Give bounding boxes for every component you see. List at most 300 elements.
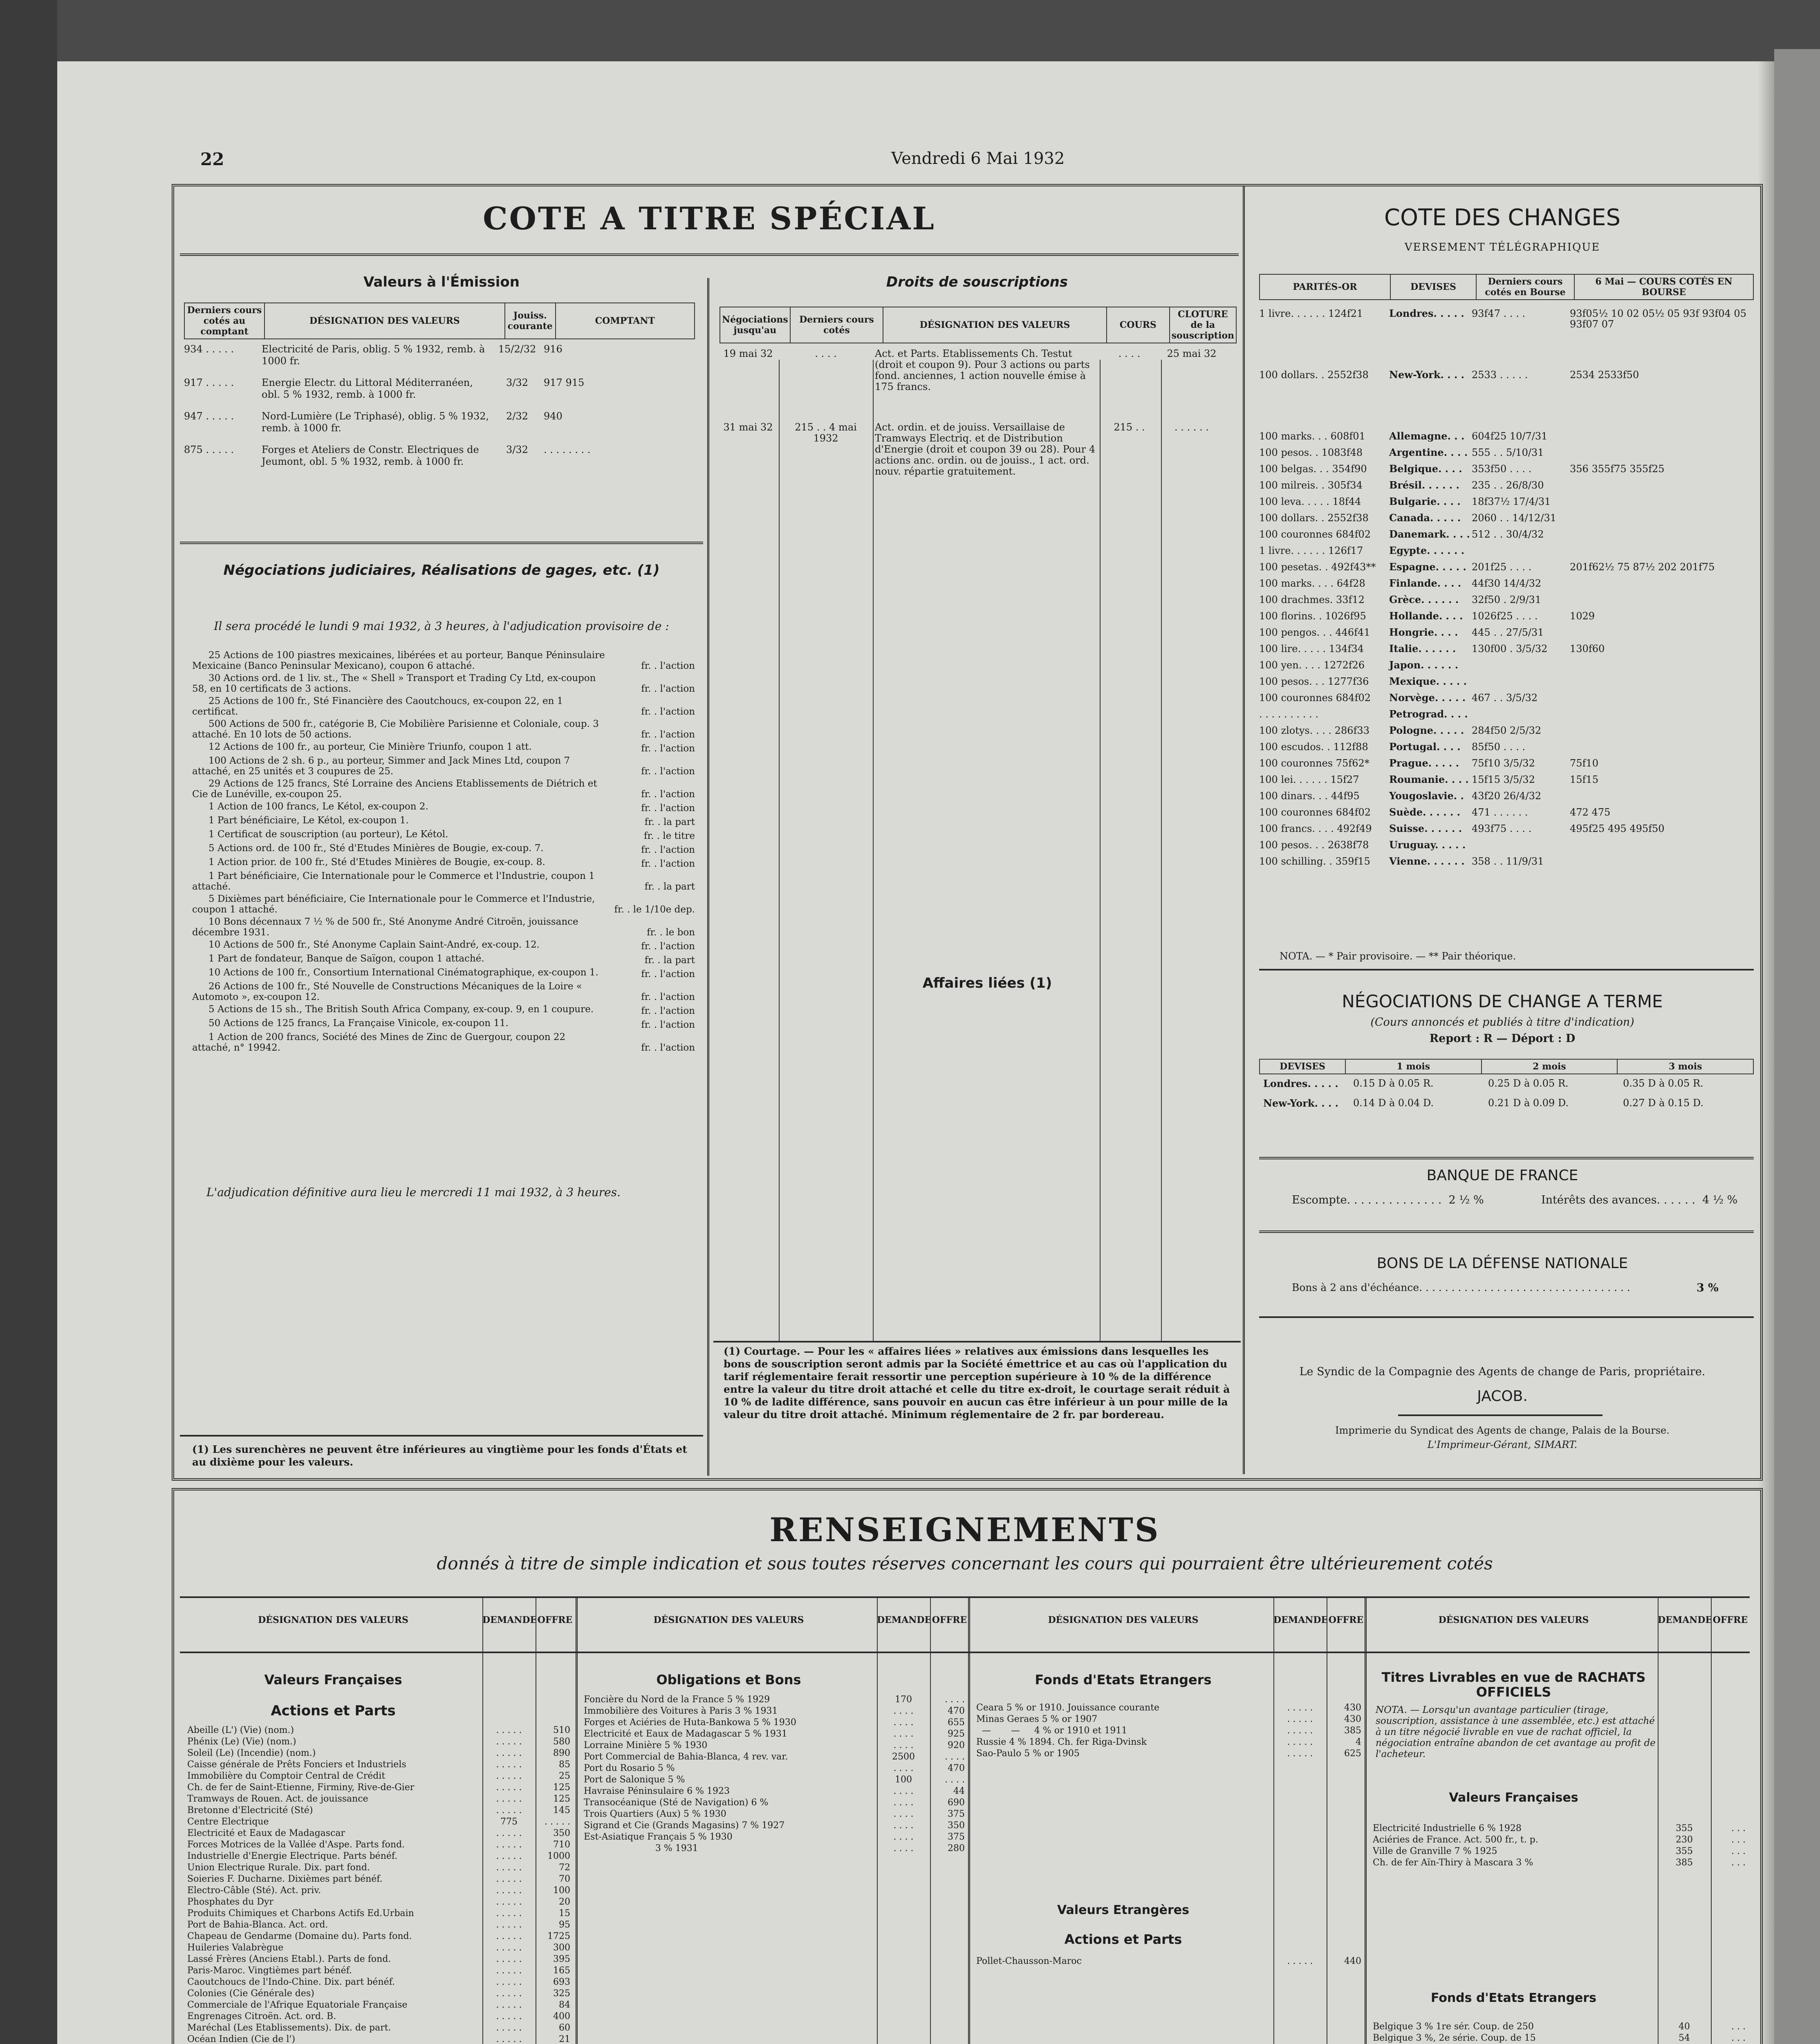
- changes-cell: 100 lire. . . . . 134f34: [1259, 643, 1364, 654]
- rens-row-offre: 920: [948, 1740, 965, 1750]
- terme-header-2mois: 2 mois: [1482, 1059, 1618, 1074]
- rens-row-demande: . . . . .: [1287, 1703, 1313, 1713]
- changes-row: [1259, 840, 1754, 856]
- droits-cell: 215 . .: [1114, 421, 1145, 433]
- rens-row-offre: 580: [553, 1737, 570, 1747]
- changes-cell: 100 couronnes 684f02: [1259, 807, 1371, 818]
- rens-col-divider: [968, 1598, 970, 2044]
- negociation-price: fr. . l'action: [641, 941, 695, 952]
- changes-rule: [1259, 969, 1754, 970]
- imprint-name: JACOB.: [1477, 1388, 1528, 1405]
- rens-row-desc: Commerciale de l'Afrique Equatoriale Française: [187, 2000, 408, 2010]
- negociation-desc: 25 Actions de 100 piastres mexicaines, libérées et au porteur, Banque Péninsulaire Mexicaine (Banco Peninsular Mexicano), coupon 6 attaché.: [192, 650, 605, 671]
- rens-row-desc: Est-Asiatique Français 5 % 1930: [584, 1832, 733, 1842]
- negociation-price: fr. . l'action: [641, 1042, 695, 1053]
- rens-row-desc: Phénix (Le) (Vie) (nom.): [187, 1737, 296, 1747]
- rens-row-desc: Havraise Péninsulaire 6 % 1923: [584, 1786, 730, 1796]
- changes-cell: Prague. . . . .: [1389, 757, 1459, 769]
- negociation-price: fr. . l'action: [641, 969, 695, 979]
- changes-cell: 100 drachmes. 33f12: [1259, 594, 1365, 605]
- negociation-desc: 1 Part de fondateur, Banque de Saïgon, coupon 1 attaché.: [208, 953, 484, 964]
- rens-row-offre: 21: [559, 2034, 570, 2044]
- negociation-item: [192, 815, 695, 827]
- changes-row: [1259, 856, 1754, 872]
- changes-row: [1259, 742, 1754, 758]
- rens-row-demande: . . . . .: [1287, 1748, 1313, 1759]
- emission-cell: 917 . . . . .: [184, 377, 234, 388]
- rens-header-demande: DEMANDE: [1273, 1615, 1328, 1625]
- rens-row-desc: Immobilière du Comptoir Central de Crédit: [187, 1771, 386, 1781]
- rens-row-desc: Centre Electrique: [187, 1817, 269, 1827]
- rens-row-desc: Port Commercial de Bahia-Blanca, 4 rev. var.: [584, 1752, 788, 1762]
- droits-cell: 25 mai 32: [1167, 348, 1217, 359]
- rens-row-offre: . . . .: [945, 1752, 965, 1762]
- terme-header-devises: DEVISES: [1260, 1059, 1345, 1074]
- negociation-item: [192, 673, 695, 694]
- changes-cell: 43f20 26/4/32: [1472, 790, 1542, 802]
- rens-row-desc: Caisse générale de Prêts Fonciers et Industriels: [187, 1759, 406, 1770]
- droits-cell: 19 mai 32: [723, 348, 773, 359]
- rens-row-offre: . . .: [1731, 1858, 1746, 1868]
- rens-header-offre: OFFRE: [1328, 1615, 1364, 1625]
- emission-cell: Electricité de Paris, oblig. 5 % 1932, remb. à 1000 fr.: [262, 343, 485, 367]
- changes-cell: Suède. . . . . .: [1389, 806, 1461, 818]
- droits-col-line-1: [779, 360, 780, 1341]
- changes-cell: Vienne. . . . . .: [1389, 855, 1465, 867]
- emission-header-cours: Derniers cours cotés au comptant: [184, 303, 264, 339]
- changes-row: [1259, 807, 1754, 823]
- rens-row-desc: Port de Salonique 5 %: [584, 1775, 685, 1785]
- droits-col-line-2: [873, 360, 874, 1341]
- rens-row-offre: 25: [559, 1771, 570, 1781]
- rens-row-demande: . . . . .: [496, 1748, 522, 1758]
- changes-cell: Hollande. . . .: [1389, 610, 1463, 622]
- rens-row-demande: . . . . .: [496, 1782, 522, 1793]
- bons-rule: [1259, 1230, 1754, 1233]
- emission-heading: Valeurs à l'Émission: [363, 274, 520, 290]
- changes-cell: Yougoslavie. .: [1389, 790, 1464, 802]
- rens-row-offre: 1725: [547, 1931, 570, 1941]
- changes-row: [1259, 562, 1754, 578]
- changes-cell: 284f50 2/5/32: [1472, 725, 1542, 736]
- rens-col-divider: [1365, 1598, 1367, 2044]
- terme-cell: 0.15 D à 0.05 R.: [1353, 1078, 1434, 1089]
- rens-row-desc: Ville de Granville 7 % 1925: [1373, 1846, 1497, 1856]
- rens-row-offre: . . .: [1731, 1835, 1746, 1845]
- droits-header-designation: DÉSIGNATION DES VALEURS: [883, 307, 1107, 343]
- changes-cell: 353f50 . . . .: [1472, 463, 1532, 475]
- changes-cell: Pologne. . . . .: [1389, 724, 1464, 736]
- changes-row: [1259, 791, 1754, 807]
- negociation-price: fr. . l'action: [641, 789, 695, 800]
- droits-row: [719, 343, 1237, 417]
- negociation-item: [192, 939, 695, 952]
- negociation-desc: 10 Actions de 100 fr., Consortium International Cinématographique, ex-coupon 1.: [208, 967, 598, 978]
- rens-header-offre: OFFRE: [932, 1615, 967, 1625]
- rens-row-desc: Soieries F. Ducharne. Dixièmes part bénéf.: [187, 1874, 383, 1884]
- droits-footnote: (1) Courtage. — Pour les « affaires liées » relatives aux émissions dans lesquelles les bons de souscription seront admis par la Société émettrice et au cas où l'application du tarif réglementaire ferait ressortir une perception supérieure à 10 % de la différence entre la valeur du titre droit attaché et celle du titre ex-droit, le courtage serait réduit à 10 % de ladite différence, sans pouvoir en aucun cas être inférieur à un pour mille de la valeur du titre droit attaché. Minimum réglementaire de 2 fr. par bordereau.: [724, 1345, 1230, 1421]
- rens-row-offre: 95: [559, 1920, 570, 1930]
- changes-cell: 100 pesos. . . 1277f36: [1259, 676, 1369, 687]
- negociations-footnote: (1) Les surenchères ne peuvent être inférieures au vingtième pour les fonds d'États et au dixième pour les valeurs.: [192, 1443, 687, 1468]
- rens-row-demande: . . . . .: [496, 1885, 522, 1896]
- rens-col-line: [1658, 1598, 1659, 2044]
- changes-cell: Canada. . . . .: [1389, 512, 1461, 524]
- changes-cell: 235 . . 26/8/30: [1472, 480, 1544, 491]
- negociation-price: fr. . l'action: [641, 1020, 695, 1030]
- imprint-rule: [1398, 1414, 1603, 1416]
- rens-row-demande: . . . . .: [496, 1794, 522, 1804]
- rens-row-offre: . . . .: [945, 1775, 965, 1785]
- rens-row-demande: . . . .: [893, 1843, 914, 1853]
- negociation-desc: 500 Actions de 500 fr., catégorie B, Cie Mobilière Parisienne et Coloniale, coup. 3 attaché. En 10 lots de 50 actions.: [192, 719, 599, 740]
- rens-row-demande: . . . . .: [496, 1966, 522, 1976]
- changes-cell: 356 355f75 355f25: [1570, 463, 1665, 475]
- rens-row-demande: . . . .: [893, 1820, 914, 1831]
- page-date: Vendredi 6 Mai 1932: [891, 149, 1065, 168]
- negociations-intro: Il sera procédé le lundi 9 mai 1932, à 3 heures, à l'adjudication provisoire de :: [214, 619, 669, 633]
- negociation-item: [192, 1032, 695, 1053]
- changes-cell: Londres. . . . .: [1389, 307, 1464, 319]
- negociation-desc: 5 Actions de 15 sh., The British South Africa Company, ex-coup. 9, en 1 coupure.: [208, 1004, 594, 1015]
- changes-cell: 100 lei. . . . . . 15f27: [1259, 774, 1359, 785]
- bons-line: Bons à 2 ans d'échéance. . . . . . . . . . . . . . . . . . . . . . . . . . . . . . . . .: [1292, 1282, 1630, 1293]
- rens-row-desc: Engrenages Citroën. Act. ord. B.: [187, 2011, 336, 2022]
- terme-subtitle: (Cours annoncés et publiés à titre d'indication): [1370, 1016, 1634, 1029]
- changes-row: [1259, 578, 1754, 594]
- rens-row-offre: 375: [948, 1809, 965, 1819]
- rens-row-demande: . . . .: [893, 1729, 914, 1739]
- terme-cell: New-York. . . .: [1263, 1097, 1339, 1109]
- changes-row: [1259, 529, 1754, 545]
- changes-cell: Egypte. . . . . .: [1389, 545, 1465, 556]
- rens-row-offre: 4: [1356, 1737, 1361, 1747]
- changes-cell: 100 schilling. . 359f15: [1259, 856, 1370, 867]
- changes-cell: 604f25 10/7/31: [1472, 430, 1548, 442]
- emission-table: [184, 303, 695, 473]
- changes-cell: Portugal. . . .: [1389, 741, 1461, 753]
- negociation-price: fr. . le bon: [647, 927, 695, 938]
- negociation-item: [192, 894, 695, 915]
- rens-row-offre: 710: [553, 1840, 570, 1850]
- changes-cell: 100 dinars. . . 44f95: [1259, 790, 1360, 802]
- negociation-item: [192, 953, 695, 966]
- terme-cell: 0.27 D à 0.15 D.: [1623, 1097, 1703, 1109]
- scan-left-edge: [0, 0, 57, 2044]
- rens-col1-heading: Valeurs Françaises: [264, 1672, 402, 1688]
- emission-rows: [184, 339, 695, 473]
- emission-row: [184, 440, 695, 473]
- rens-row-offre: 655: [948, 1717, 965, 1728]
- title-rule: [180, 253, 1239, 256]
- changes-cell: Allemagne. . .: [1389, 430, 1465, 442]
- rens-row-desc: Trois Quartiers (Aux) 5 % 1930: [584, 1809, 726, 1819]
- changes-cell: Mexique. . . . .: [1389, 675, 1467, 687]
- negociation-desc: 1 Action prior. de 100 fr., Sté d'Etudes Minières de Bougie, ex-coup. 8.: [208, 857, 545, 867]
- bons-rate: 3 %: [1697, 1282, 1719, 1294]
- rens-row-offre: 625: [1344, 1748, 1361, 1759]
- droits-cell: Act. et Parts. Etablissements Ch. Testut (droit et coupon 9). Pour 3 actions ou parts fond. anciennes, 1 action nouvelle émise à 175 francs.: [875, 348, 1090, 392]
- negociation-item: [192, 829, 695, 841]
- rens-row-offre: . . .: [1731, 1846, 1746, 1856]
- rens-col-line: [1273, 1598, 1274, 2044]
- rens-row-offre: 20: [559, 1897, 570, 1907]
- emission-cell: 15/2/32: [498, 343, 536, 355]
- negociation-item: [192, 967, 695, 979]
- bons-title: BONS DE LA DÉFENSE NATIONALE: [1376, 1255, 1628, 1272]
- negociation-desc: 10 Bons décennaux 7 ½ % de 500 fr., Sté Anonyme André Citroën, jouissance décembre 1931.: [192, 917, 578, 938]
- changes-cell: 2060 . . 14/12/31: [1472, 512, 1557, 524]
- changes-cell: Hongrie. . . .: [1389, 626, 1458, 638]
- rens-row-demande: . . . . .: [496, 1943, 522, 1953]
- changes-cell: 75f10 3/5/32: [1472, 758, 1535, 769]
- changes-cell: 100 leva. . . . . 18f44: [1259, 496, 1361, 507]
- negociation-price: fr. . la part: [644, 881, 695, 892]
- rens-header-designation: DÉSIGNATION DES VALEURS: [653, 1615, 804, 1625]
- changes-row: [1259, 370, 1754, 431]
- rens-row-demande: . . . . .: [1287, 1726, 1313, 1736]
- changes-rows: [1259, 308, 1754, 872]
- negociation-item: [192, 917, 695, 938]
- negociation-price: fr. . l'action: [641, 766, 695, 777]
- rens-row-demande: . . . . .: [496, 2023, 522, 2033]
- banque-interets: Intérêts des avances. . . . . . 4 ½ %: [1541, 1194, 1738, 1206]
- rens-row-demande: . . . . .: [496, 1988, 522, 1999]
- negociation-desc: 1 Part bénéficiaire, Le Kétol, ex-coupon 1.: [208, 815, 409, 826]
- changes-cell: Suisse. . . . . .: [1389, 823, 1462, 834]
- rens-row-desc: Abeille (L') (Vie) (nom.): [187, 1725, 294, 1735]
- rens-row-offre: 300: [553, 1943, 570, 1953]
- rens-row-demande: . . . . .: [496, 1874, 522, 1884]
- rens-row-demande: . . . . .: [496, 1954, 522, 1964]
- droits-footnote-rule: [713, 1341, 1241, 1342]
- changes-cell: 100 pesos. . 1083f48: [1259, 447, 1363, 458]
- rens-header-designation: DÉSIGNATION DES VALEURS: [258, 1615, 408, 1625]
- rens-row-desc: Colonies (Cie Générale des): [187, 1988, 314, 1999]
- droits-col-line-4: [1161, 360, 1162, 1341]
- imprint-gerant: L'Imprimeur-Gérant, SIMART.: [1427, 1439, 1578, 1450]
- droits-header-cours: COURS: [1107, 307, 1170, 343]
- affaires-liees: Affaires liées (1): [922, 975, 1052, 991]
- changes-row: [1259, 447, 1754, 464]
- negociation-desc: 29 Actions de 125 francs, Sté Lorraine des Anciens Etablissements de Diétrich et Cie de Lunéville, ex-coupon 25.: [192, 778, 597, 800]
- terme-cell: Londres. . . . .: [1263, 1078, 1338, 1089]
- rens-col4-heading3: Fonds d'Etats Etrangers: [1430, 1991, 1597, 2005]
- changes-row: [1259, 480, 1754, 496]
- rens-row-demande: 100: [895, 1775, 912, 1785]
- changes-row: [1259, 594, 1754, 611]
- droits-header-derniers: Derniers cours cotés: [790, 307, 883, 343]
- rens-header-designation: DÉSIGNATION DES VALEURS: [1048, 1615, 1199, 1625]
- changes-cell: 100 zlotys. . . . 286f33: [1259, 725, 1369, 736]
- rens-col3-heading2: Valeurs Etrangères: [1057, 1903, 1189, 1917]
- rens-row-desc: Electricité Industrielle 6 % 1928: [1373, 1823, 1522, 1833]
- changes-cell: Japon. . . . . .: [1389, 659, 1459, 671]
- rens-head-bottom: [180, 1652, 1750, 1653]
- changes-nota: NOTA. — * Pair provisoire. — ** Pair théorique.: [1280, 950, 1516, 962]
- changes-cell: Brésil. . . . . .: [1389, 479, 1459, 491]
- changes-cell: 1 livre. . . . . . 126f17: [1259, 545, 1363, 556]
- changes-row: [1259, 627, 1754, 643]
- rens-row-desc: Paris-Maroc. Vingtièmes part bénéf.: [187, 1966, 352, 1976]
- neg-rule-top: [180, 542, 703, 544]
- rens-row-offre: 85: [559, 1759, 570, 1770]
- changes-row: [1259, 709, 1754, 725]
- rens-row-demande: 40: [1679, 2022, 1690, 2032]
- rens-row-desc: Transocéanique (Sté de Navigation) 6 %: [584, 1797, 769, 1808]
- changes-row: [1259, 545, 1754, 562]
- droits-cell: Act. ordin. et de jouiss. Versaillaise de Tramways Electriq. et de Distribution d'Energie (droit et coupon 39 ou 28). Pour 4 actions anc. ordin. ou de jouiss., 1 act. ord. nouv. répartie gratuitement.: [875, 421, 1096, 477]
- emission-cell: . . . . . . . .: [544, 444, 591, 455]
- emission-cell: Energie Electr. du Littoral Méditerranéen, obl. 5 % 1932, remb. à 1000 fr.: [262, 377, 473, 400]
- rens-row-offre: 925: [948, 1729, 965, 1739]
- rens-row-demande: . . . . .: [496, 1908, 522, 1918]
- droits-header-cloture: CLOTURE de la souscription: [1170, 307, 1236, 343]
- emission-cell: 940: [544, 410, 563, 422]
- rens-row-offre: 890: [553, 1748, 570, 1758]
- negociation-item: [192, 1018, 695, 1030]
- rens-row-offre: 70: [559, 1874, 570, 1884]
- rens-row-offre: 350: [948, 1820, 965, 1831]
- rens-row-demande: 385: [1676, 1858, 1693, 1868]
- negociation-item: [192, 1004, 695, 1016]
- negociation-desc: 50 Actions de 125 francs, La Française Vinicole, ex-coupon 11.: [208, 1018, 509, 1029]
- negociations-heading: Négociations judiciaires, Réalisations de gages, etc. (1): [223, 562, 660, 578]
- imprint-syndic: Le Syndic de la Compagnie des Agents de change de Paris, propriétaire.: [1299, 1365, 1706, 1378]
- changes-cell: 1 livre. . . . . . 124f21: [1259, 308, 1363, 319]
- rens-row-demande: . . . . .: [496, 1897, 522, 1907]
- negociation-desc: 30 Actions ord. de 1 liv. st., The « Shell » Transport et Trading Cy Ltd, ex-coupon 58, en 10 certificats de 3 actions.: [192, 673, 596, 694]
- changes-row: [1259, 725, 1754, 742]
- changes-cell: 100 pesos. . . 2638f78: [1259, 839, 1369, 851]
- changes-header-cours: 6 Mai — COURS COTÉS EN BOURSE: [1574, 274, 1753, 300]
- droits-cell: . . . .: [815, 348, 837, 359]
- rens-row-desc: Bretonne d'Electricité (Sté): [187, 1805, 313, 1815]
- rens-row-offre: 125: [553, 1794, 570, 1804]
- rens-row-demande: 355: [1676, 1823, 1693, 1833]
- changes-cell: 100 marks. . . . 64f28: [1259, 578, 1365, 589]
- rens-header-demande: DEMANDE: [1658, 1615, 1712, 1625]
- rens-row-demande: 54: [1679, 2033, 1690, 2043]
- rens-row-desc: Belgique 3 %, 2e série. Coup. de 15: [1373, 2033, 1536, 2043]
- emission-cell: 934 . . . . .: [184, 343, 234, 355]
- rens-row-offre: 84: [559, 2000, 570, 2010]
- negociation-item: [192, 778, 695, 800]
- rens-row-desc: Huileries Valabrègue: [187, 1943, 284, 1953]
- bons-rule-bottom: [1259, 1316, 1754, 1318]
- emission-cell: 3/32: [506, 444, 528, 455]
- rens-row-demande: . . . . .: [496, 1759, 522, 1770]
- rens-row-demande: . . . . .: [496, 1805, 522, 1815]
- rens-row-desc: Union Electrique Rurale. Dix. part fond.: [187, 1862, 370, 1873]
- changes-cell: 100 belgas. . . 354f90: [1259, 463, 1367, 475]
- negociation-price: fr. . l'action: [641, 1006, 695, 1016]
- rens-row-desc: Phosphates du Dyr: [187, 1897, 273, 1907]
- changes-cell: 100 marks. . . 608f01: [1259, 430, 1365, 442]
- changes-cell: Danemark. . . .: [1389, 528, 1470, 540]
- terme-cell: 0.21 D à 0.09 D.: [1488, 1097, 1569, 1109]
- rens-header-designation: DÉSIGNATION DES VALEURS: [1438, 1615, 1589, 1625]
- emission-cell: 917 915: [544, 377, 585, 388]
- changes-row: [1259, 660, 1754, 676]
- rens-row-demande: 775: [500, 1817, 518, 1827]
- changes-cell: 445 . . 27/5/31: [1472, 627, 1544, 638]
- rens-col-line: [1711, 1598, 1712, 2044]
- rens-row-desc: Port de Bahia-Blanca. Act. ord.: [187, 1920, 328, 1930]
- negociation-item: [192, 843, 695, 855]
- changes-cell: 32f50 . 2/9/31: [1472, 594, 1542, 605]
- rens-row-offre: 690: [948, 1797, 965, 1808]
- changes-subtitle: VERSEMENT TÉLÉGRAPHIQUE: [1404, 241, 1600, 253]
- negociation-item: [192, 755, 695, 777]
- banque-rule: [1259, 1157, 1754, 1159]
- negociation-desc: 10 Actions de 500 fr., Sté Anonyme Caplain Saint-André, ex-coup. 12.: [208, 939, 540, 950]
- rens-row-offre: 1000: [547, 1851, 570, 1861]
- droits-table: [719, 307, 1237, 491]
- rens-row-desc: Electricité et Eaux de Madagascar: [187, 1828, 345, 1838]
- changes-cell: 512 . . 30/4/32: [1472, 529, 1544, 540]
- changes-cell: 100 couronnes 75f62*: [1259, 758, 1369, 769]
- negociations-list: [192, 650, 695, 1055]
- rens-header-demande: DEMANDE: [877, 1615, 932, 1625]
- emission-cell: 916: [544, 343, 563, 355]
- negociation-price: fr. . la part: [644, 817, 695, 827]
- negociation-desc: 1 Action de 200 francs, Société des Mines de Zinc de Guergour, coupon 22 attaché, n° 19942.: [192, 1032, 566, 1053]
- rens-header-offre: OFFRE: [537, 1615, 573, 1625]
- rens-row-desc: Chapeau de Gendarme (Domaine du). Parts fond.: [187, 1931, 412, 1941]
- adjacent-page-edge: [1774, 49, 1820, 2044]
- changes-cell: 15f15: [1570, 774, 1598, 785]
- changes-cell: Finlande. . . .: [1389, 577, 1461, 589]
- rens-row-offre: . . .: [1731, 1823, 1746, 1833]
- changes-row: [1259, 774, 1754, 791]
- negociation-item: [192, 801, 695, 814]
- droits-cell: . . . . . .: [1174, 421, 1209, 433]
- rens-row-desc: Industrielle d'Energie Electrique. Parts bénéf.: [187, 1851, 398, 1861]
- rens-row-offre: 350: [553, 1828, 570, 1838]
- rens-row-desc: Forces Motrices de la Vallée d'Aspe. Parts fond.: [187, 1840, 405, 1850]
- changes-cell: 44f30 14/4/32: [1472, 578, 1542, 589]
- rens-col3-heading: Fonds d'Etats Etrangers: [1035, 1672, 1212, 1688]
- rens-row-offre: 430: [1344, 1703, 1361, 1713]
- negociation-desc: 1 Action de 100 francs, Le Kétol, ex-coupon 2.: [208, 801, 428, 812]
- terme-table: [1259, 1059, 1754, 1114]
- rens-row-offre: 385: [1344, 1726, 1361, 1736]
- rens-row-desc: Océan Indien (Cie de l'): [187, 2034, 296, 2044]
- changes-cell: Uruguay. . . . .: [1389, 839, 1466, 851]
- changes-cell: 2533 . . . . .: [1472, 369, 1528, 381]
- negociation-price: fr. . l'action: [641, 684, 695, 694]
- rens-row-offre: 395: [553, 1954, 570, 1964]
- changes-cell: 2534 2533f50: [1570, 369, 1639, 381]
- rens-row-demande: . . . . .: [496, 1851, 522, 1861]
- rens-row-demande: . . . . .: [496, 1840, 522, 1850]
- emission-row: [184, 339, 695, 373]
- terme-cell: 0.35 D à 0.05 R.: [1623, 1078, 1703, 1089]
- rens-row-demande: . . . . .: [496, 2000, 522, 2010]
- rens-row-offre: 72: [559, 1862, 570, 1873]
- changes-cell: 93f47 . . . .: [1472, 308, 1525, 319]
- changes-cell: 15f15 3/5/32: [1472, 774, 1535, 785]
- rens-row-offre: 400: [553, 2011, 570, 2022]
- rens-row-demande: . . . .: [893, 1763, 914, 1773]
- rens-row-demande: . . . . .: [496, 1725, 522, 1735]
- negociation-desc: 1 Part bénéficiaire, Cie Internationale pour le Commerce et l'Industrie, coupon 1 attaché.: [192, 871, 595, 892]
- rens-col4-heading2: Valeurs Françaises: [1449, 1791, 1578, 1805]
- negociation-price: fr. . l'action: [641, 858, 695, 869]
- rens-row-offre: . . .: [1731, 2033, 1746, 2043]
- rens-row-desc: Lassé Frères (Anciens Etabl.). Parts de fond.: [187, 1954, 391, 1964]
